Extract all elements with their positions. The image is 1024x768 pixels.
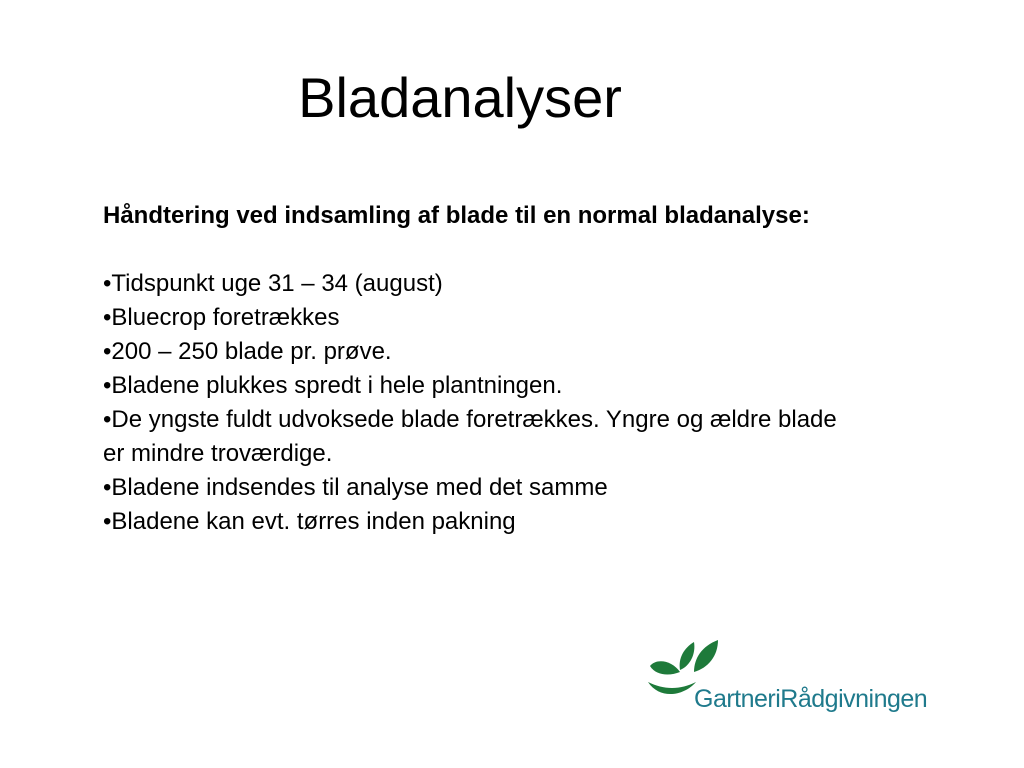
slide-subheading: Håndtering ved indsamling af blade til en normal bladanalyse: (103, 202, 810, 229)
bullet-item: •Bladene kan evt. tørres inden pakning (103, 508, 516, 535)
bullet-item: •Bluecrop foretrækkes (103, 304, 340, 331)
bullet-item: •Bladene plukkes spredt i hele plantningen. (103, 372, 563, 399)
slide-content (103, 199, 843, 539)
slide-title: Bladanalyser (298, 66, 622, 129)
bullet-item: •Tidspunkt uge 31 – 34 (august) (103, 270, 443, 297)
bullet-item: •200 – 250 blade pr. prøve. (103, 338, 392, 365)
bullet-list (103, 267, 843, 539)
company-logo (646, 638, 946, 723)
bullet-item: •Bladene indsendes til analyse med det samme (103, 474, 608, 501)
bullet-item: •De yngste fuldt udvoksede blade foretrækkes. Yngre og ældre blade er mindre troværdige. (103, 406, 837, 467)
logo-wordmark: GartneriRådgivningen (694, 685, 928, 713)
